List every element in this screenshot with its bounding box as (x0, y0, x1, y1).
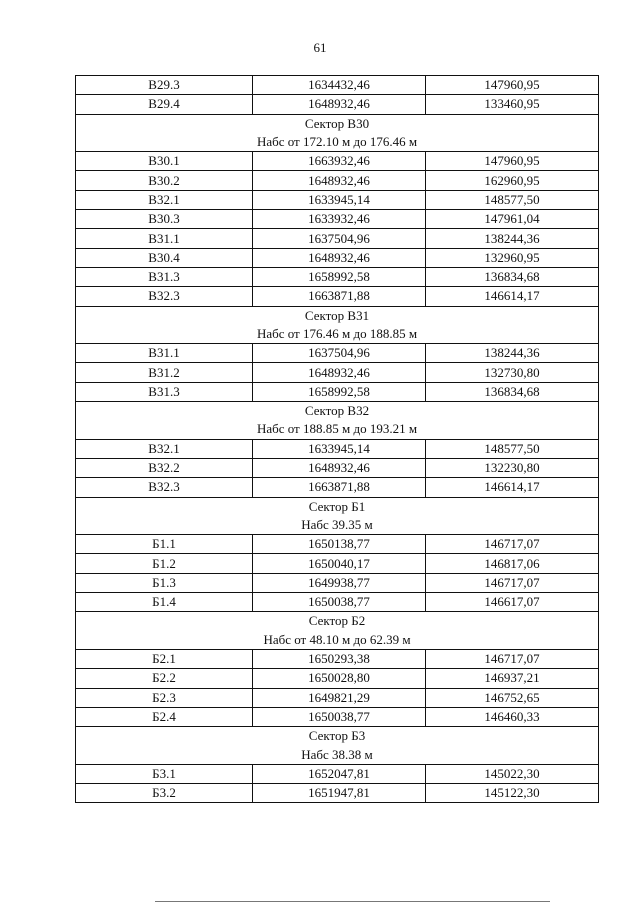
x-coordinate-cell: 1634432,46 (253, 76, 426, 95)
table-body (76, 76, 599, 803)
table-row (76, 152, 599, 171)
y-coordinate-cell: 146717,07 (426, 649, 599, 668)
x-coordinate-cell: 1637504,96 (253, 344, 426, 363)
table-row (76, 382, 599, 401)
x-coordinate-cell: 1650038,77 (253, 707, 426, 726)
x-coordinate-cell: 1650138,77 (253, 535, 426, 554)
y-coordinate-cell: 145022,30 (426, 764, 599, 783)
y-coordinate-cell: 162960,95 (426, 171, 599, 190)
y-coordinate-cell: 132230,80 (426, 458, 599, 477)
x-coordinate-cell: 1650040,17 (253, 554, 426, 573)
table-row (76, 76, 599, 95)
table-row (76, 267, 599, 286)
point-id-cell: В32.3 (76, 287, 253, 306)
point-id-cell: В29.4 (76, 95, 253, 114)
table-row (76, 573, 599, 592)
y-coordinate-cell: 148577,50 (426, 439, 599, 458)
x-coordinate-cell: 1658992,58 (253, 267, 426, 286)
elevation-row (76, 133, 599, 152)
elevation-row (76, 420, 599, 439)
table-row (76, 688, 599, 707)
point-id-cell: Б3.2 (76, 783, 253, 802)
sector-title: Сектор В31 (76, 306, 599, 325)
y-coordinate-cell: 146614,17 (426, 287, 599, 306)
sector-header-row (76, 612, 599, 631)
x-coordinate-cell: 1648932,46 (253, 248, 426, 267)
x-coordinate-cell: 1650038,77 (253, 593, 426, 612)
page-number: 61 (313, 40, 327, 55)
y-coordinate-cell: 132730,80 (426, 363, 599, 382)
elevation-range: Набс от 188.85 м до 193.21 м (76, 420, 599, 439)
bottom-divider (155, 901, 550, 902)
x-coordinate-cell: 1637504,96 (253, 229, 426, 248)
point-id-cell: В30.3 (76, 210, 253, 229)
elevation-range: Набс 38.38 м (76, 745, 599, 764)
sector-header-row (76, 497, 599, 516)
elevation-range: Набс 39.35 м (76, 516, 599, 535)
table-row (76, 171, 599, 190)
sector-header-row (76, 114, 599, 133)
table-row (76, 287, 599, 306)
y-coordinate-cell: 136834,68 (426, 267, 599, 286)
x-coordinate-cell: 1652047,81 (253, 764, 426, 783)
y-coordinate-cell: 146717,07 (426, 535, 599, 554)
table-row (76, 669, 599, 688)
y-coordinate-cell: 132960,95 (426, 248, 599, 267)
x-coordinate-cell: 1648932,46 (253, 95, 426, 114)
point-id-cell: В32.2 (76, 458, 253, 477)
sector-header-row (76, 402, 599, 421)
table-row (76, 783, 599, 802)
point-id-cell: Б3.1 (76, 764, 253, 783)
table-row (76, 478, 599, 497)
point-id-cell: В32.1 (76, 190, 253, 209)
x-coordinate-cell: 1651947,81 (253, 783, 426, 802)
point-id-cell: В30.1 (76, 152, 253, 171)
y-coordinate-cell: 136834,68 (426, 382, 599, 401)
coordinates-table (75, 75, 599, 803)
table-row (76, 344, 599, 363)
sector-header-row (76, 306, 599, 325)
x-coordinate-cell: 1650293,38 (253, 649, 426, 668)
point-id-cell: В32.1 (76, 439, 253, 458)
point-id-cell: В30.2 (76, 171, 253, 190)
point-id-cell: В31.3 (76, 267, 253, 286)
sector-title: Сектор Б1 (76, 497, 599, 516)
y-coordinate-cell: 138244,36 (426, 229, 599, 248)
sector-title: Сектор Б3 (76, 727, 599, 746)
table-row (76, 210, 599, 229)
table-row (76, 535, 599, 554)
y-coordinate-cell: 146717,07 (426, 573, 599, 592)
table-row (76, 248, 599, 267)
table-row (76, 229, 599, 248)
table-row (76, 707, 599, 726)
y-coordinate-cell: 138244,36 (426, 344, 599, 363)
x-coordinate-cell: 1633945,14 (253, 439, 426, 458)
x-coordinate-cell: 1663932,46 (253, 152, 426, 171)
x-coordinate-cell: 1648932,46 (253, 458, 426, 477)
x-coordinate-cell: 1648932,46 (253, 363, 426, 382)
x-coordinate-cell: 1663871,88 (253, 478, 426, 497)
point-id-cell: В29.3 (76, 76, 253, 95)
sector-title: Сектор Б2 (76, 612, 599, 631)
elevation-row (76, 516, 599, 535)
point-id-cell: В31.3 (76, 382, 253, 401)
table-row (76, 593, 599, 612)
point-id-cell: Б1.4 (76, 593, 253, 612)
x-coordinate-cell: 1663871,88 (253, 287, 426, 306)
point-id-cell: В31.2 (76, 363, 253, 382)
point-id-cell: Б1.1 (76, 535, 253, 554)
y-coordinate-cell: 146460,33 (426, 707, 599, 726)
table-row (76, 458, 599, 477)
point-id-cell: Б1.2 (76, 554, 253, 573)
table-row (76, 649, 599, 668)
x-coordinate-cell: 1633945,14 (253, 190, 426, 209)
elevation-range: Набс от 176.46 м до 188.85 м (76, 325, 599, 344)
y-coordinate-cell: 146817,06 (426, 554, 599, 573)
elevation-row (76, 631, 599, 650)
x-coordinate-cell: 1633932,46 (253, 210, 426, 229)
sector-header-row (76, 727, 599, 746)
point-id-cell: Б2.3 (76, 688, 253, 707)
x-coordinate-cell: 1658992,58 (253, 382, 426, 401)
x-coordinate-cell: 1649821,29 (253, 688, 426, 707)
point-id-cell: В31.1 (76, 229, 253, 248)
point-id-cell: Б1.3 (76, 573, 253, 592)
x-coordinate-cell: 1648932,46 (253, 171, 426, 190)
point-id-cell: Б2.2 (76, 669, 253, 688)
table-row (76, 764, 599, 783)
y-coordinate-cell: 146937,21 (426, 669, 599, 688)
table-row (76, 190, 599, 209)
table-row (76, 95, 599, 114)
y-coordinate-cell: 146614,17 (426, 478, 599, 497)
y-coordinate-cell: 146617,07 (426, 593, 599, 612)
elevation-range: Набс от 172.10 м до 176.46 м (76, 133, 599, 152)
point-id-cell: Б2.1 (76, 649, 253, 668)
point-id-cell: В32.3 (76, 478, 253, 497)
table-row (76, 439, 599, 458)
y-coordinate-cell: 148577,50 (426, 190, 599, 209)
table-row (76, 363, 599, 382)
elevation-row (76, 325, 599, 344)
elevation-range: Набс от 48.10 м до 62.39 м (76, 631, 599, 650)
y-coordinate-cell: 147960,95 (426, 152, 599, 171)
y-coordinate-cell: 147960,95 (426, 76, 599, 95)
sector-title: Сектор В30 (76, 114, 599, 133)
y-coordinate-cell: 147961,04 (426, 210, 599, 229)
sector-title: Сектор В32 (76, 402, 599, 421)
y-coordinate-cell: 145122,30 (426, 783, 599, 802)
y-coordinate-cell: 133460,95 (426, 95, 599, 114)
y-coordinate-cell: 146752,65 (426, 688, 599, 707)
point-id-cell: Б2.4 (76, 707, 253, 726)
point-id-cell: В31.1 (76, 344, 253, 363)
elevation-row (76, 745, 599, 764)
x-coordinate-cell: 1650028,80 (253, 669, 426, 688)
table-row (76, 554, 599, 573)
point-id-cell: В30.4 (76, 248, 253, 267)
x-coordinate-cell: 1649938,77 (253, 573, 426, 592)
